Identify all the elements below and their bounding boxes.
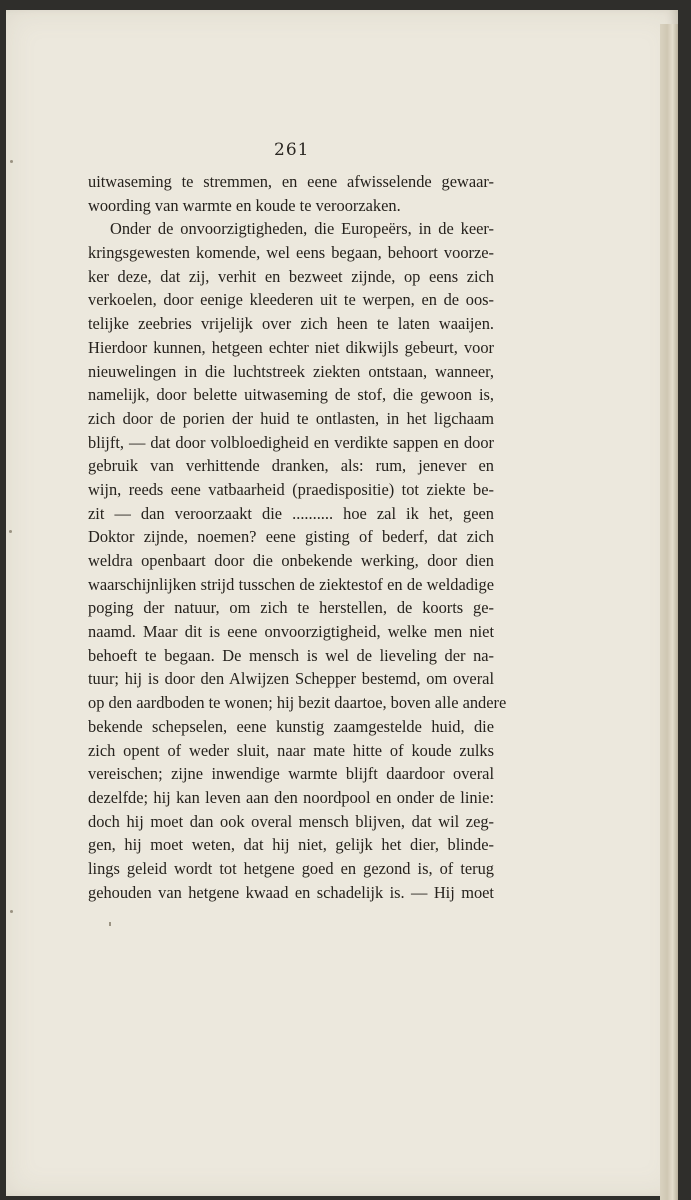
page-number: 261 — [274, 140, 310, 160]
ink-speck — [109, 922, 111, 926]
text-line: kringsgewesten komende, wel eens begaan, behoort voorze- — [88, 243, 494, 263]
text-line: Onder de onvoorzigtigheden, die Europeërs, in de keer- — [110, 219, 494, 239]
text-line: op den aardboden te wonen; hij bezit daartoe, boven alle andere — [88, 693, 507, 713]
page-body-text — [88, 170, 507, 904]
text-line: woording van warmte en koude te veroorzaken. — [88, 195, 401, 215]
text-line: waarschijnlijken strijd tusschen de ziektestof en de weldadige — [88, 574, 494, 594]
gutter-mark — [9, 530, 12, 533]
text-line: gebruik van verhittende dranken, als: rum, jenever en — [88, 456, 494, 476]
text-line: Doktor zijnde, noemen? eene gisting of bederf, dat zich — [88, 527, 494, 547]
text-line: vereischen; zijne inwendige warmte blijft daardoor overal — [88, 764, 494, 784]
text-line: blijft, — dat door volbloedigheid en verdikte sappen en door — [88, 432, 494, 452]
text-line: weldra openbaart door die onbekende werking, door dien — [88, 551, 494, 570]
text-line: ker deze, dat zij, verhit en bezweet zijnde, op eens zich — [88, 266, 494, 286]
text-line: verkoelen, door eenige kleederen uit te werpen, en de oos- — [88, 290, 494, 310]
text-line: uitwaseming te stremmen, en eene afwisselende gewaar- — [88, 172, 494, 191]
text-line: zich opent of weder sluit, naar mate hitte of koude zulks — [88, 740, 494, 760]
gutter-mark — [10, 160, 13, 163]
text-line: dezelfde; hij kan leven aan den noordpool en onder de linie: — [88, 787, 494, 807]
book-page — [6, 10, 678, 1196]
text-line: zich door de porien der huid te ontlasten, in het ligchaam — [88, 408, 494, 428]
text-line: tuur; hij is door den Alwijzen Schepper bestemd, om overal — [88, 669, 494, 689]
text-line: zit — dan veroorzaakt die .......... hoe zal ik het, geen — [88, 503, 494, 523]
text-line: bekende schepselen, eene kunstig zaamgestelde huid, die — [88, 716, 494, 736]
text-line: behoeft te begaan. De mensch is wel de lieveling der na- — [88, 645, 494, 665]
text-line: naamd. Maar dit is eene onvoorzigtigheid, welke men niet — [88, 622, 494, 642]
text-line: gen, hij moet weten, dat hij niet, gelijk het dier, blinde- — [88, 835, 494, 855]
text-line: lings geleid wordt tot hetgene goed en gezond is, of terug — [88, 858, 494, 878]
text-line: Hierdoor kunnen, hetgeen echter niet dikwijls gebeurt, voor — [88, 337, 494, 357]
text-line: gehouden van hetgene kwaad en schadelijk is. — Hij moet — [88, 882, 494, 902]
gutter-mark — [10, 910, 13, 913]
page-edge — [660, 24, 678, 1200]
text-line: nieuwelingen in die luchtstreek ziekten ontstaan, wanneer, — [88, 361, 494, 381]
text-line: poging der natuur, om zich te herstellen, de koorts ge- — [88, 598, 494, 618]
text-line: namelijk, door belette uitwaseming de stof, die gewoon is, — [88, 385, 494, 405]
text-line: telijke zeebries vrijelijk over zich heen te laten waaijen. — [88, 314, 494, 334]
text-line: wijn, reeds eene vatbaarheid (praedispositie) tot ziekte be- — [88, 479, 494, 499]
text-line: doch hij moet dan ook overal mensch blijven, dat wil zeg- — [88, 811, 494, 831]
